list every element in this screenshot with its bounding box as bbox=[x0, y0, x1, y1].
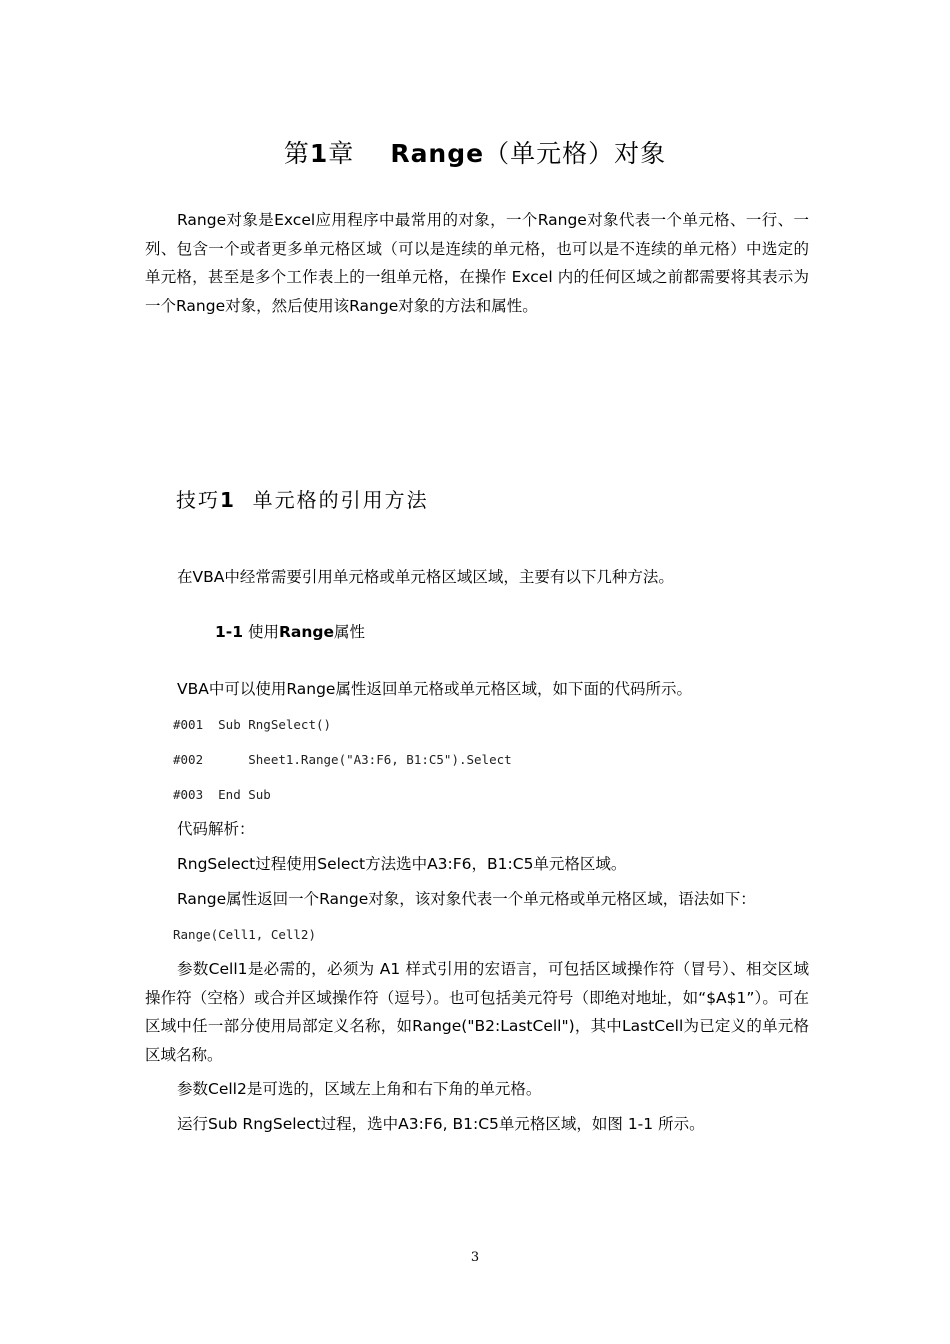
chapter-number: 1 bbox=[309, 139, 329, 168]
chapter-prefix: 第 bbox=[283, 139, 310, 168]
syntax-line: Range(Cell1, Cell2) bbox=[173, 927, 316, 942]
subsection-number: 1-1 bbox=[215, 623, 244, 641]
intro-block bbox=[145, 206, 809, 320]
code-line: #001 Sub RngSelect() bbox=[173, 717, 332, 732]
intro-paragraph: Range对象是Excel应用程序中最常用的对象，一个Range对象代表一个单元格、一行、一列、包含一个或者更多单元格区域（可以是连续的单元格，也可以是不连续的单元格）中选定的单元格，甚至是多个工作表上的一组单元格，在操作 Excel 内的任何区域之前都需要将其表示为一个Range对象，然后使用该Range对象的方法和属性。 bbox=[145, 211, 809, 315]
subsection-intro: VBA中可以使用Range属性返回单元格或单元格区域，如下面的代码所示。 bbox=[177, 680, 692, 698]
subsection-text-pre: 使用 bbox=[247, 623, 279, 641]
param-2-line: 参数Cell2是可选的，区域左上角和右下角的单元格。 bbox=[177, 1080, 542, 1098]
analysis-line-1: RngSelect过程使用Select方法选中A3:F6，B1:C5单元格区域。 bbox=[177, 855, 627, 873]
chapter-title bbox=[0, 134, 950, 174]
param-1-block bbox=[145, 955, 809, 1069]
subsection-heading bbox=[215, 620, 365, 644]
subsection-bold: Range bbox=[278, 623, 335, 641]
section-number: 1 bbox=[220, 488, 236, 512]
chapter-suffix: 章 bbox=[328, 139, 355, 168]
section-title bbox=[176, 485, 429, 515]
section-name: 单元格的引用方法 bbox=[252, 488, 429, 512]
section-intro: 在VBA中经常需要引用单元格或单元格区域区域，主要有以下几种方法。 bbox=[177, 568, 674, 586]
page-number: 3 bbox=[470, 1250, 480, 1265]
section-prefix: 技巧 bbox=[176, 488, 220, 512]
subsection-text-post: 属性 bbox=[334, 623, 366, 641]
analysis-label: 代码解析： bbox=[177, 820, 255, 838]
chapter-name-bold: Range bbox=[390, 139, 485, 168]
run-line: 运行Sub RngSelect过程，选中A3:F6, B1:C5单元格区域，如图 1-1 所示。 bbox=[177, 1115, 705, 1133]
code-line: #002 Sheet1.Range("A3:F6, B1:C5").Select bbox=[173, 752, 512, 767]
code-line: #003 End Sub bbox=[173, 787, 271, 802]
chapter-name-rest: （单元格）对象 bbox=[484, 139, 667, 168]
param-1-paragraph: 参数Cell1是必需的，必须为 A1 样式引用的宏语言，可包括区域操作符（冒号）、相交区域操作符（空格）或合并区域操作符（逗号）。也可包括美元符号（即绝对地址，如“$A$1”）。可在区域中任一部分使用局部定义名称，如Range("B2:LastCell")，其中LastCell为已定义的单元格区域名称。 bbox=[145, 960, 809, 1064]
analysis-line-2: Range属性返回一个Range对象，该对象代表一个单元格或单元格区域，语法如下： bbox=[177, 890, 756, 908]
